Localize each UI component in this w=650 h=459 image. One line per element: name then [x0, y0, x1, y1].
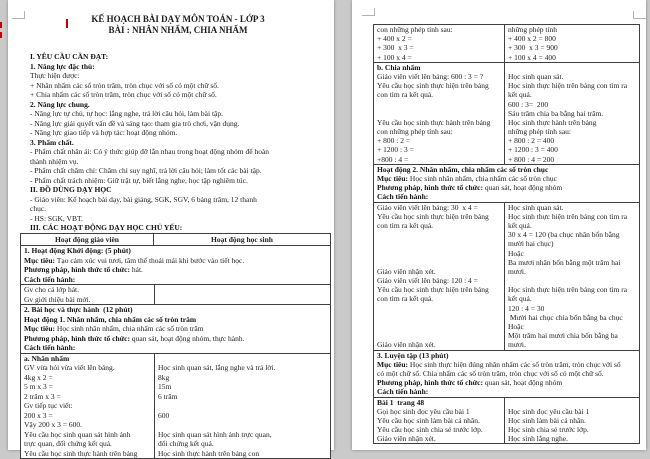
text-line: Yêu cầu học sinh chia sẻ trước lớp. — [377, 425, 483, 435]
text-line — [508, 398, 637, 407]
text-line: Yêu cầu học sinh quan sát hình ảnh — [24, 429, 131, 439]
text-line: 3. Luyện tập (13 phút) — [377, 350, 449, 360]
margin-revision-mark — [0, 22, 2, 38]
text-line: + 300 x 3 = 900 — [508, 43, 558, 53]
text-line — [377, 313, 502, 322]
text-line: con tìm ra kết quả. — [377, 220, 434, 230]
text-line: Mục tiêu: Học sinh nhân nhẩm, chia nhẩm các số tròn trăm — [24, 324, 204, 333]
text-line: Hoặc — [508, 322, 524, 331]
text-line: + 400 x 2 = — [377, 34, 412, 44]
page-1 — [8, 0, 334, 458]
text-line: a. Nhân nhẩm — [24, 353, 70, 363]
text-line: Phương pháp, hình thức tổ chức: quan sát, hoạt động nhóm — [377, 183, 563, 193]
text-line: III. CÁC HOẠT ĐỘNG DẠY HỌC CHỦ YẾU: — [30, 223, 183, 232]
table-row — [374, 397, 639, 444]
text-line: + 1200 : 3 = — [377, 145, 414, 155]
text-line: Yêu cầu học sinh thực hiện trên bảng — [377, 211, 489, 221]
text-line: 15m — [158, 382, 172, 391]
table-cell-teacher — [374, 25, 504, 62]
text-line: Yêu cầu học sinh thực hiện trên bảng — [377, 285, 489, 295]
text-line: Học sinh thực hiện trên bảng con tìm ra — [508, 285, 628, 295]
text-line: 8kg — [158, 372, 170, 382]
text-line: có một chữ số. Chia nhẩm các số tròn trăm, tròn chục với số có một chữ số. — [377, 368, 604, 378]
text-line: Ba mươi nhân bốn bằng một trăm hai — [508, 257, 621, 267]
table-header-teacher: Hoạt động giáo viên — [21, 234, 154, 245]
text-line — [158, 285, 328, 295]
text-line: Học sinh đọc yêu cầu bài 1 — [508, 406, 590, 416]
text-line: kết quả. — [508, 90, 532, 100]
table-row — [374, 202, 639, 350]
text-line: 5 m x 3 = — [24, 382, 53, 391]
text-line: mươi. — [508, 266, 526, 276]
title-line-2: BÀI : NHÂN NHẨM, CHIA NHẨM — [108, 24, 248, 35]
text-line: Mười hai chục chia bốn bằng ba chục — [508, 312, 623, 322]
table-cell-student — [154, 354, 330, 459]
intro-text — [30, 52, 331, 233]
text-line: con tìm ra kết quả. — [377, 294, 434, 304]
text-line: Cách tiến hành: — [24, 343, 76, 352]
text-line — [377, 304, 502, 313]
text-line: - Giáo viên: Kế hoạch bài dạy, bài giảng, SGK, SGV, 6 bảng trăm, 12 thanh — [30, 194, 257, 204]
text-line: trực quan, đối chứng kết quả. — [24, 439, 112, 448]
margin-corner-mark — [12, 11, 25, 19]
text-line: Giáo viên viết lên bảng: 600 : 3 = ? — [377, 71, 484, 81]
text-line: Một trăm hai mươi chia bốn bằng ba — [508, 331, 618, 341]
table-body-page1 — [21, 246, 330, 458]
text-line: b. Chia nhẩm — [377, 62, 421, 72]
text-line: - Năng lực giao tiếp và hợp tác: hoạt động nhóm. — [30, 128, 178, 137]
table-cell-teacher — [374, 398, 504, 444]
text-line: Giáo viên nhận xét. — [377, 266, 436, 276]
text-line: Giáo viên nhận xét. — [377, 340, 436, 350]
table-row — [21, 353, 330, 459]
text-line: những phép tính — [508, 25, 558, 34]
text-line: + Chia nhẩm các số tròn trăm, tròn chục với số có một chữ số. — [30, 90, 217, 99]
table-body-page2 — [374, 25, 639, 443]
text-line: Phương pháp, hình thức tổ chức: hát. — [24, 265, 143, 274]
text-line: Yêu cầu học sinh thực hành trên bảng — [24, 448, 138, 458]
text-line: Học sinh lắng nghe. — [508, 434, 568, 444]
text-line: + 100 x 4 = 400 — [508, 52, 556, 62]
text-line: Yêu cầu học sinh làm bài cá nhân. — [377, 415, 480, 425]
text-line: Vậy 200 x 3 = 600. — [24, 420, 82, 429]
text-line: + 1200 : 3 = 400 — [508, 145, 558, 155]
text-line: Cách tiến hành: — [377, 387, 429, 397]
text-line — [158, 354, 328, 364]
margin-corner-mark — [633, 11, 646, 19]
table-header-student: Hoạt động học sinh — [211, 235, 273, 244]
text-line: 6 trăm — [158, 391, 178, 401]
text-line — [377, 100, 502, 109]
text-line: - Năng lực tự chủ, tự học: lắng nghe, trả lời câu hỏi, làm bài tập. — [30, 109, 223, 118]
table-row — [374, 62, 639, 164]
text-line: kết quả. — [508, 294, 532, 304]
text-line: đối chứng kết quả. — [158, 439, 214, 448]
table-row-span — [21, 246, 330, 284]
text-line: - Phẩm chất chăm chỉ: Chăm chỉ suy nghĩ, trả lời câu hỏi; làm tốt các bài tập. — [30, 166, 262, 175]
text-line — [377, 230, 502, 239]
text-line: 1. Hoạt động Khởi động: (5 phút) — [24, 246, 131, 255]
table-cell-teacher — [374, 63, 504, 164]
margin-corner-mark — [362, 8, 375, 16]
text-line: Hoạt động 1. Nhân nhẩm, chia nhẩm các số tròn trăm — [24, 314, 197, 324]
table-row — [21, 284, 330, 304]
table-cell-student — [504, 25, 639, 62]
text-line: Học sinh quan sát. — [508, 202, 564, 212]
table-cell-teacher — [21, 285, 154, 304]
text-line: Cách tiến hành: — [24, 274, 76, 284]
text-line: I. YÊU CẦU CẦN ĐẠT: — [30, 52, 109, 61]
text-line: Gv giới thiệu bài mới. — [24, 294, 91, 304]
text-line: Phương pháp, hình thức tổ chức: quan sát, hoạt động nhóm — [377, 378, 563, 388]
text-line: Học sinh chia sẻ trước lớp. — [508, 425, 589, 435]
text-line: + 300 x 3 = — [377, 43, 414, 53]
text-line: + 100 x 4 = — [377, 52, 412, 62]
text-line: 600 — [158, 410, 170, 420]
text-line: GV vừa hỏi vừa viết lên bảng. — [24, 363, 115, 372]
text-line: mười hai chục) — [508, 239, 554, 249]
text-line: 3. Phẩm chất. — [30, 137, 74, 147]
text-line: Giáo viên viết lên bảng: 120 : 4 = — [377, 276, 478, 286]
text-line: con tìm ra kết quả. — [377, 90, 434, 100]
text-line: 2. Năng lực chung. — [30, 99, 90, 109]
table-cell-student — [504, 203, 639, 350]
page-2 — [352, 0, 646, 450]
text-line: 2. Bài học và thực hành (12 phút) — [24, 305, 133, 314]
text-line: con những phép tính sau: — [377, 127, 453, 137]
table-cell-teacher — [21, 354, 154, 459]
table-row — [374, 25, 639, 62]
text-line: Học sinh thực hành trên bảng — [508, 117, 597, 127]
text-line: Mục tiêu: Tạo cảm xúc vui tươi, tâm thế thoải mái khi bước vào tiết học. — [24, 255, 245, 265]
text-line: Học sinh làm bài cá nhân. — [508, 415, 586, 425]
text-line: Cách tiến hành: — [377, 192, 429, 202]
text-line: Hoạt động 2. Nhân nhẩm, chia nhẩm các số tròn chục — [377, 164, 549, 174]
text-line: Giáo viên nhận xét. — [377, 434, 436, 444]
text-line: 1. Năng lực đặc thù: — [30, 61, 95, 71]
text-line: +800 : 4 = — [377, 154, 409, 164]
table-cell-student — [504, 63, 639, 164]
table-cell-student — [154, 285, 330, 304]
text-line — [377, 239, 502, 248]
text-line: + Nhân nhẩm các số tròn trăm, tròn chục với số có một chữ số. — [30, 80, 219, 90]
text-line: kết quả. — [508, 220, 532, 230]
text-line — [377, 249, 502, 258]
text-line: Phương pháp, hình thức tổ chức: quan sát, hoạt động nhóm, thực hành. — [24, 333, 245, 343]
table-header-row — [21, 234, 330, 246]
text-line: Học sinh thực hiện trên bảng con tìm ra — [508, 211, 628, 221]
text-line: - Phẩm chất nhân ái: Có ý thức giúp đỡ lẫn nhau trong hoạt động nhóm để hoàn — [30, 147, 270, 156]
text-line: - HS: SGK, VBT. — [30, 213, 83, 223]
text-line: - Phẩm chất trách nhiệm: Giữ trật tự, biết lắng nghe, học tập nghiêm túc. — [30, 175, 248, 185]
activities-table-page2 — [373, 24, 640, 444]
text-line: những phép tính sau: — [508, 127, 572, 137]
activities-table-page1 — [20, 233, 331, 459]
text-line: - Năng lực giải quyết vấn đề và sáng tạo: tham gia trò chơi, vận dụng. — [30, 118, 240, 128]
text-line: Mục tiêu: Học sinh nhân nhẩm, chia nhẩm các số tròn chục — [377, 174, 557, 183]
text-line — [158, 295, 328, 305]
title-line-1: KẾ HOẠCH BÀI DẠY MÔN TOÁN - LỚP 3 — [91, 14, 265, 24]
text-line: Gv cho cả lớp hát. — [24, 285, 79, 294]
table-row-span — [374, 350, 639, 397]
text-line: Học sinh thực hành trên bảng con — [158, 448, 260, 458]
text-line: Bài 1 trang 48 — [377, 397, 425, 407]
text-line — [377, 109, 502, 118]
document-title — [28, 14, 328, 35]
table-cell-student — [504, 398, 639, 444]
text-line — [508, 63, 637, 72]
text-line: Yêu cầu học sinh thực hành trên bảng — [377, 117, 491, 127]
text-line — [377, 258, 502, 267]
text-line: Học sinh quan sát, lắng nghe và trả lời. — [158, 363, 276, 372]
text-line: Gv tiếp tục viết: — [24, 401, 73, 410]
text-line: 2 trăm x 3 = — [24, 391, 61, 401]
table-row-span — [21, 304, 330, 353]
text-line: + 800 : 2 = — [377, 136, 411, 146]
table-cell-teacher — [374, 203, 504, 350]
text-line: + 400 x 2 = 800 — [508, 34, 556, 44]
text-line: mươi. — [508, 340, 526, 350]
text-line: II. ĐỒ DÙNG DẠY HỌC — [30, 185, 112, 194]
text-line — [377, 331, 502, 340]
text-line: 30 x 4 = 120 (ba chục nhân bốn bằng — [508, 230, 620, 240]
text-line: Học sinh quan sát hình ảnh trực quan, — [158, 429, 272, 439]
text-line: Mục tiêu: Học sinh thực hiện đúng nhân nhẩm các số tròn trăm, tròn chục với số — [377, 359, 621, 369]
text-line: + 800 : 2 = 400 — [508, 136, 555, 146]
text-line — [508, 276, 637, 285]
text-line — [377, 322, 502, 331]
text-line: Sáu trăm chia ba bằng hai trăm. — [508, 108, 604, 118]
text-line — [158, 420, 328, 430]
text-line: 120 : 4 = 30 — [508, 303, 545, 313]
text-line: Yêu cầu học sinh thực hiện trên bảng — [377, 81, 489, 91]
text-line: Học sinh thực hiện trên bảng con tìm ra — [508, 81, 628, 91]
table-row-span — [374, 164, 639, 202]
text-line: Gọi học sinh đọc yêu cầu bài 1 — [377, 406, 470, 416]
text-line: Giáo viên viết lên bảng: 30 x 4 = — [377, 202, 478, 212]
text-line: + 800 : 4 = 200 — [508, 154, 555, 164]
text-line: Thực hiện được: — [30, 71, 80, 80]
text-line: Học sinh quan sát. — [508, 71, 564, 81]
text-line: Hoặc — [508, 248, 524, 258]
text-line: thành nhiệm vụ. — [30, 156, 79, 166]
text-line: con những phép tính sau: — [377, 25, 453, 34]
text-line: 600 : 3= 200 — [508, 99, 549, 109]
text-line — [158, 401, 328, 411]
text-line: 4kg x 2 = — [24, 372, 53, 382]
text-line: 200 x 3 = — [24, 410, 53, 420]
text-line: chục. — [30, 204, 47, 213]
